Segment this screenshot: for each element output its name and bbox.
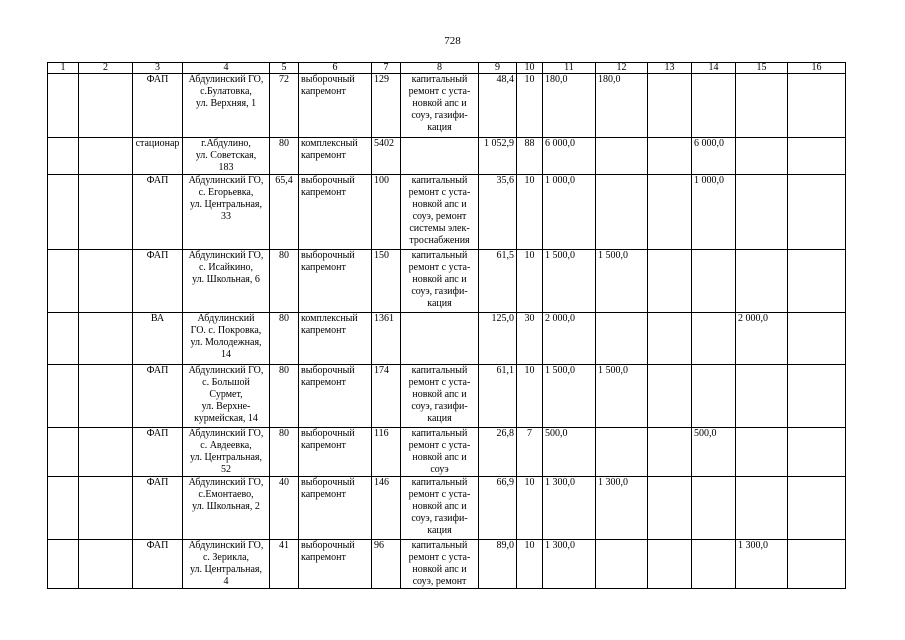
cell-col-13 (648, 540, 692, 589)
cell-col-6: выборочный капремонт (299, 540, 372, 589)
cell-col-12 (596, 175, 648, 250)
cell-col-2 (79, 250, 133, 313)
cell-col-6: комплексный капремонт (299, 138, 372, 175)
cell-col-11: 2 000,0 (543, 313, 596, 365)
cell-col-11: 6 000,0 (543, 138, 596, 175)
cell-col-15 (736, 428, 788, 477)
cell-col-11: 1 000,0 (543, 175, 596, 250)
cell-col-8: капитальный ремонт с уста- новкой апс и соуэ, газифи- кация (401, 74, 479, 138)
cell-col-1 (48, 313, 79, 365)
cell-col-12 (596, 138, 648, 175)
cell-col-15 (736, 250, 788, 313)
cell-col-5: 40 (270, 477, 299, 540)
cell-col-5: 80 (270, 428, 299, 477)
cell-col-7: 150 (372, 250, 401, 313)
cell-col-16 (788, 477, 846, 540)
cell-col-10: 7 (517, 428, 543, 477)
col-header-10: 10 (517, 63, 543, 74)
cell-col-2 (79, 365, 133, 428)
cell-col-7: 100 (372, 175, 401, 250)
cell-col-15 (736, 365, 788, 428)
cell-col-14 (692, 365, 736, 428)
table-row (48, 175, 846, 250)
cell-col-4: Абдулинский ГО, с.Булатовка, ул. Верхняя, 1 (183, 74, 270, 138)
cell-col-9: 125,0 (479, 313, 517, 365)
cell-col-15: 2 000,0 (736, 313, 788, 365)
cell-col-4: Абдулинский ГО, с. Авдеевка, ул. Центральная, 52 (183, 428, 270, 477)
cell-col-6: выборочный капремонт (299, 477, 372, 540)
col-header-3: 3 (133, 63, 183, 74)
cell-col-7: 129 (372, 74, 401, 138)
cell-col-4: Абдулинский ГО, с. Егорьевка, ул. Центральная, 33 (183, 175, 270, 250)
cell-col-6: выборочный капремонт (299, 175, 372, 250)
cell-col-2 (79, 477, 133, 540)
cell-col-11: 1 500,0 (543, 365, 596, 428)
cell-col-4: Абдулинский ГО, с. Зерикла, ул. Центральная, 4 (183, 540, 270, 589)
cell-col-3: ФАП (133, 175, 183, 250)
cell-col-16 (788, 313, 846, 365)
table-row (48, 540, 846, 589)
col-header-4: 4 (183, 63, 270, 74)
table-row (48, 250, 846, 313)
cell-col-11: 180,0 (543, 74, 596, 138)
cell-col-9: 61,1 (479, 365, 517, 428)
cell-col-10: 10 (517, 175, 543, 250)
cell-col-5: 80 (270, 313, 299, 365)
cell-col-3: ФАП (133, 540, 183, 589)
cell-col-14: 6 000,0 (692, 138, 736, 175)
col-header-12: 12 (596, 63, 648, 74)
cell-col-9: 61,5 (479, 250, 517, 313)
cell-col-7: 146 (372, 477, 401, 540)
cell-col-4: Абдулинский ГО, с. Исайкино, ул. Школьная, 6 (183, 250, 270, 313)
cell-col-9: 26,8 (479, 428, 517, 477)
cell-col-9: 35,6 (479, 175, 517, 250)
cell-col-12: 180,0 (596, 74, 648, 138)
cell-col-7: 116 (372, 428, 401, 477)
cell-col-8 (401, 313, 479, 365)
cell-col-13 (648, 365, 692, 428)
cell-col-4: Абдулинский ГО. с. Покровка, ул. Молодежная, 14 (183, 313, 270, 365)
cell-col-11: 1 500,0 (543, 250, 596, 313)
cell-col-3: стационар (133, 138, 183, 175)
cell-col-14 (692, 74, 736, 138)
cell-col-13 (648, 477, 692, 540)
cell-col-1 (48, 540, 79, 589)
table-row (48, 428, 846, 477)
cell-col-7: 174 (372, 365, 401, 428)
cell-col-1 (48, 175, 79, 250)
col-header-11: 11 (543, 63, 596, 74)
col-header-9: 9 (479, 63, 517, 74)
cell-col-12: 1 500,0 (596, 365, 648, 428)
col-header-6: 6 (299, 63, 372, 74)
cell-col-12 (596, 428, 648, 477)
cell-col-16 (788, 74, 846, 138)
cell-col-11: 500,0 (543, 428, 596, 477)
cell-col-10: 10 (517, 365, 543, 428)
cell-col-2 (79, 175, 133, 250)
cell-col-2 (79, 428, 133, 477)
table-row (48, 138, 846, 175)
cell-col-13 (648, 250, 692, 313)
cell-col-16 (788, 138, 846, 175)
cell-col-3: ФАП (133, 74, 183, 138)
cell-col-14 (692, 313, 736, 365)
cell-col-12 (596, 540, 648, 589)
cell-col-15: 1 300,0 (736, 540, 788, 589)
cell-col-6: комплексный капремонт (299, 313, 372, 365)
table-row (48, 365, 846, 428)
cell-col-10: 10 (517, 74, 543, 138)
cell-col-3: ВА (133, 313, 183, 365)
cell-col-9: 89,0 (479, 540, 517, 589)
cell-col-13 (648, 313, 692, 365)
cell-col-1 (48, 250, 79, 313)
cell-col-3: ФАП (133, 477, 183, 540)
cell-col-15 (736, 138, 788, 175)
cell-col-15 (736, 477, 788, 540)
cell-col-1 (48, 74, 79, 138)
cell-col-5: 80 (270, 365, 299, 428)
cell-col-13 (648, 74, 692, 138)
cell-col-8: капитальный ремонт с уста- новкой апс и соуэ, ремонт (401, 540, 479, 589)
cell-col-16 (788, 175, 846, 250)
cell-col-15 (736, 175, 788, 250)
register-table (47, 62, 846, 589)
cell-col-1 (48, 138, 79, 175)
cell-col-16 (788, 250, 846, 313)
cell-col-11: 1 300,0 (543, 477, 596, 540)
cell-col-13 (648, 138, 692, 175)
cell-col-6: выборочный капремонт (299, 74, 372, 138)
col-header-2: 2 (79, 63, 133, 74)
cell-col-14: 1 000,0 (692, 175, 736, 250)
cell-col-10: 10 (517, 540, 543, 589)
col-header-15: 15 (736, 63, 788, 74)
col-header-13: 13 (648, 63, 692, 74)
col-header-8: 8 (401, 63, 479, 74)
cell-col-1 (48, 365, 79, 428)
cell-col-3: ФАП (133, 250, 183, 313)
cell-col-8 (401, 138, 479, 175)
cell-col-2 (79, 74, 133, 138)
cell-col-7: 96 (372, 540, 401, 589)
cell-col-7: 1361 (372, 313, 401, 365)
cell-col-8: капитальный ремонт с уста- новкой апс и соуэ, газифи- кация (401, 477, 479, 540)
cell-col-15 (736, 74, 788, 138)
cell-col-5: 72 (270, 74, 299, 138)
cell-col-2 (79, 138, 133, 175)
cell-col-1 (48, 477, 79, 540)
cell-col-10: 10 (517, 250, 543, 313)
cell-col-9: 1 052,9 (479, 138, 517, 175)
table-row (48, 74, 846, 138)
table-row (48, 477, 846, 540)
cell-col-3: ФАП (133, 365, 183, 428)
cell-col-10: 30 (517, 313, 543, 365)
cell-col-12: 1 300,0 (596, 477, 648, 540)
cell-col-4: Абдулинский ГО, с. Большой Сурмет, ул. Верхне- курмейская, 14 (183, 365, 270, 428)
cell-col-14 (692, 477, 736, 540)
cell-col-1 (48, 428, 79, 477)
cell-col-11: 1 300,0 (543, 540, 596, 589)
cell-col-13 (648, 428, 692, 477)
cell-col-12: 1 500,0 (596, 250, 648, 313)
cell-col-3: ФАП (133, 428, 183, 477)
cell-col-5: 80 (270, 138, 299, 175)
cell-col-10: 10 (517, 477, 543, 540)
cell-col-2 (79, 540, 133, 589)
cell-col-5: 41 (270, 540, 299, 589)
page-number: 728 (444, 35, 461, 47)
cell-col-13 (648, 175, 692, 250)
col-header-16: 16 (788, 63, 846, 74)
cell-col-7: 5402 (372, 138, 401, 175)
cell-col-5: 80 (270, 250, 299, 313)
cell-col-6: выборочный капремонт (299, 250, 372, 313)
cell-col-8: капитальный ремонт с уста- новкой апс и соуэ, газифи- кация (401, 250, 479, 313)
cell-col-8: капитальный ремонт с уста- новкой апс и соуэ, ремонт системы элек- троснабжения (401, 175, 479, 250)
cell-col-16 (788, 365, 846, 428)
cell-col-8: капитальный ремонт с уста- новкой апс и соуэ, газифи- кация (401, 365, 479, 428)
cell-col-6: выборочный капремонт (299, 428, 372, 477)
col-header-1: 1 (48, 63, 79, 74)
cell-col-9: 48,4 (479, 74, 517, 138)
cell-col-16 (788, 540, 846, 589)
table-row (48, 313, 846, 365)
col-header-7: 7 (372, 63, 401, 74)
cell-col-2 (79, 313, 133, 365)
header-row (48, 63, 846, 74)
cell-col-14 (692, 540, 736, 589)
cell-col-10: 88 (517, 138, 543, 175)
cell-col-5: 65,4 (270, 175, 299, 250)
col-header-5: 5 (270, 63, 299, 74)
col-header-14: 14 (692, 63, 736, 74)
cell-col-9: 66,9 (479, 477, 517, 540)
cell-col-4: г.Абдулино, ул. Советская, 183 (183, 138, 270, 175)
cell-col-6: выборочный капремонт (299, 365, 372, 428)
cell-col-14 (692, 250, 736, 313)
cell-col-12 (596, 313, 648, 365)
cell-col-16 (788, 428, 846, 477)
cell-col-8: капитальный ремонт с уста- новкой апс и соуэ (401, 428, 479, 477)
cell-col-14: 500,0 (692, 428, 736, 477)
cell-col-4: Абдулинский ГО, с.Емонтаево, ул. Школьная, 2 (183, 477, 270, 540)
